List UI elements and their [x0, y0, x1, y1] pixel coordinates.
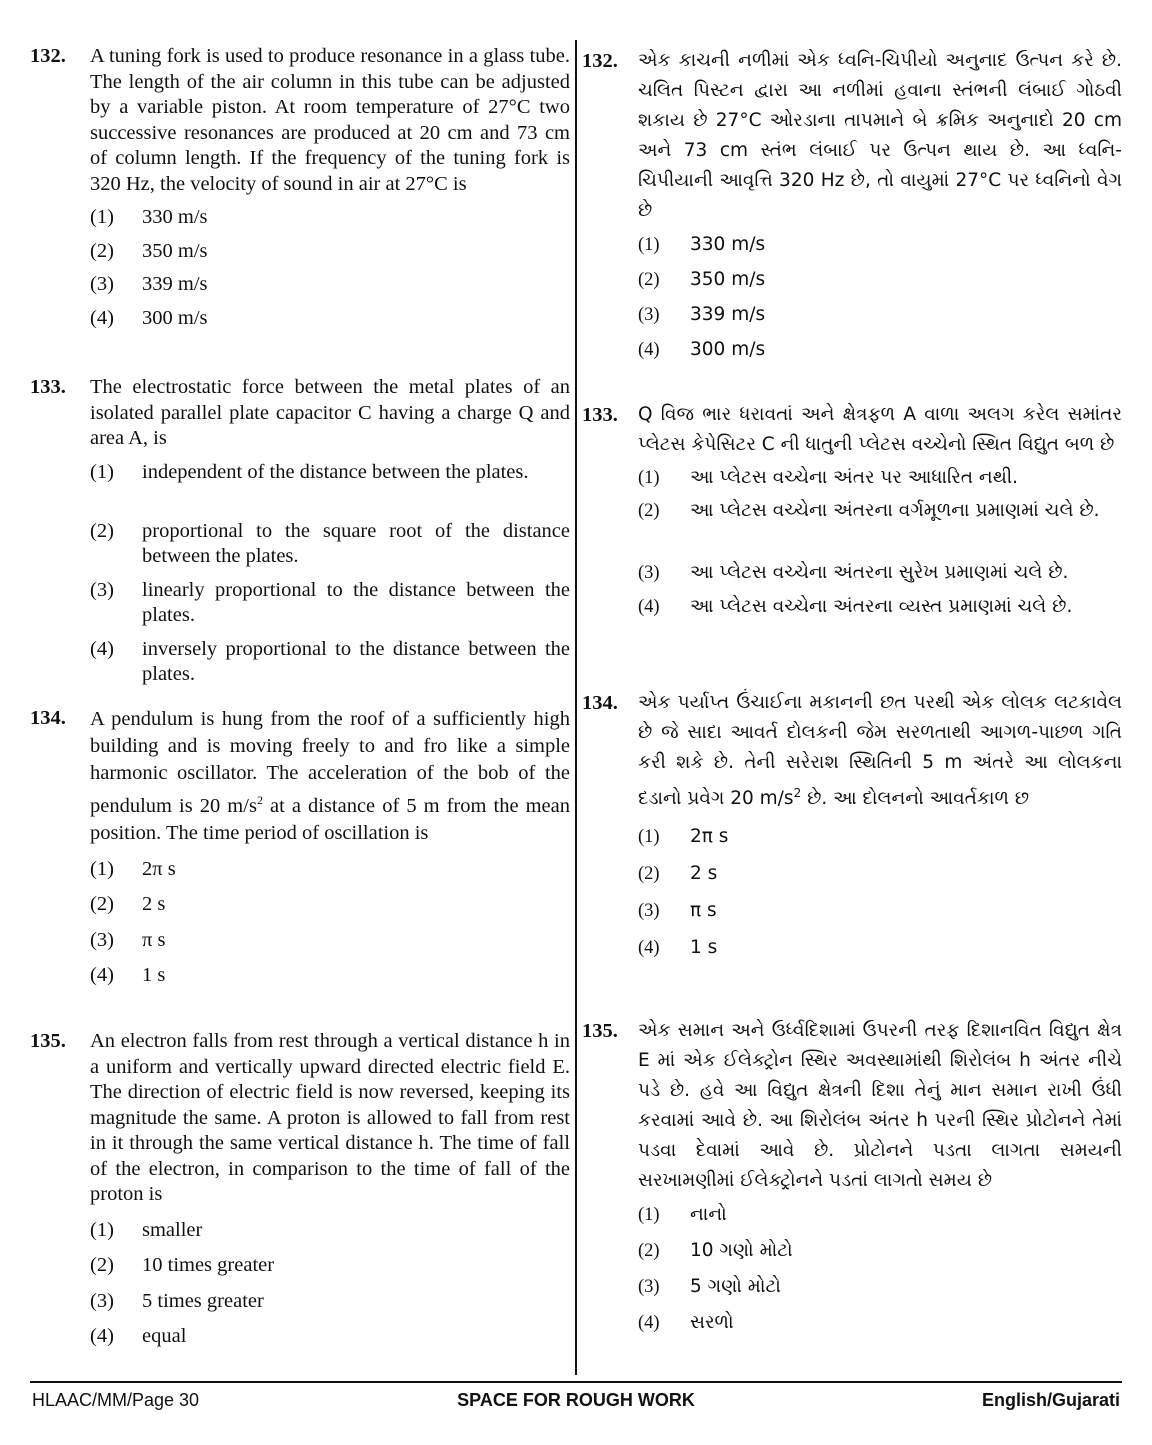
option-number: (3) [638, 305, 660, 325]
page-code: HLAAC/MM/Page 30 [32, 1390, 200, 1410]
option-3[interactable] [638, 896, 1122, 933]
option-text: નાનો [690, 1204, 727, 1225]
question-132-en [30, 44, 570, 339]
option-3[interactable] [638, 558, 1122, 592]
option-number: (4) [638, 1313, 660, 1333]
option-number: (3) [90, 578, 114, 601]
option-text: 300 m/s [690, 339, 766, 360]
option-text: linearly proportional to the distance between the plates. [142, 578, 570, 626]
option-2[interactable] [638, 265, 1122, 300]
option-1[interactable] [638, 822, 1122, 859]
option-text: 1 s [690, 937, 718, 959]
option-3[interactable] [90, 1289, 570, 1325]
question-number: 134. [30, 707, 66, 729]
option-text: 300 m/s [142, 306, 208, 329]
question-text [638, 688, 1122, 814]
option-number: (3) [90, 1289, 114, 1312]
question-number: 134. [582, 692, 618, 714]
option-text: 2 s [142, 893, 166, 916]
question-135-gu [582, 1016, 1122, 1344]
option-text: proportional to the square root of the distance between the plates. [142, 519, 570, 567]
option-4[interactable] [90, 1324, 570, 1360]
option-2[interactable] [90, 1253, 570, 1289]
question-text [90, 706, 570, 847]
question-text-part: A pendulum is hung from the roof of a sufficiently high building and is moving freely to and fro like a simple harmonic oscillator. The acceleration of the bob of the pendulum is 20 m/s [90, 708, 570, 817]
option-2[interactable] [90, 892, 570, 928]
option-4[interactable] [638, 592, 1122, 626]
column-divider [575, 40, 577, 1375]
question-number: 132. [582, 50, 618, 72]
option-text: 2 s [690, 863, 718, 885]
option-number: (1) [90, 857, 114, 880]
option-4[interactable] [638, 335, 1122, 370]
option-1[interactable] [638, 230, 1122, 265]
language-label: English/Gujarati [981, 1390, 1120, 1410]
option-number: (4) [638, 597, 660, 617]
option-number: (3) [638, 563, 660, 583]
option-text: 2π s [142, 857, 176, 880]
option-4[interactable] [90, 306, 570, 340]
option-text: 350 m/s [142, 239, 208, 262]
question-number: 132. [30, 45, 66, 67]
question-text: Q વિજ ભાર ધરાવતાં અને ક્ષેત્રફળ A વાળા અલગ કરેલ સમાંતર પ્લેટસ કેપેસિટર C ની ધાતુની પ્લેટસ વચ્ચેનો સ્થિત વિદ્યુત બળ છે [638, 404, 1122, 455]
superscript: 2 [256, 793, 263, 807]
option-number: (4) [90, 306, 114, 329]
option-text: 5 ગણો મોટો [690, 1276, 781, 1297]
option-number: (4) [638, 340, 660, 360]
option-number: (2) [638, 1241, 660, 1261]
option-text: સરળો [690, 1312, 734, 1333]
option-number: (1) [90, 206, 114, 228]
option-number: (2) [90, 239, 114, 262]
option-text: π s [142, 928, 166, 951]
option-number: (1) [90, 460, 114, 483]
option-number: (1) [90, 1218, 114, 1241]
option-3[interactable] [638, 300, 1122, 335]
option-number: (1) [638, 468, 660, 488]
rough-work-label: SPACE FOR ROUGH WORK [457, 1390, 695, 1410]
question-133-gu [582, 400, 1122, 626]
option-text: independent of the distance between the plates. [142, 460, 529, 483]
question-133-en [30, 375, 570, 696]
option-text: આ પ્લેટસ વચ્ચેના અંતરના સુરેખ પ્રમાણમાં ચલે છે. [690, 562, 1069, 583]
question-135-en [30, 1029, 570, 1360]
option-text: 10 ગણો મોટો [690, 1240, 793, 1261]
option-1[interactable] [90, 460, 570, 519]
option-number: (3) [638, 1277, 660, 1297]
option-text: π s [690, 900, 717, 922]
question-text: An electron falls from rest through a vertical distance h in a uniform and vertically upward directed electric field E. The direction of electric field is now reversed, keeping its magnitude the same. A proton is allowed to fall from rest in it through the same vertical distance h. The time of fall of the electron, in comparison to the time of fall of the proton is [90, 1030, 570, 1205]
option-number: (1) [638, 827, 660, 848]
option-1[interactable] [90, 857, 570, 893]
option-number: (2) [90, 1254, 114, 1276]
option-number: (3) [638, 901, 660, 922]
question-text: એક કાચની નળીમાં એક ધ્વનિ-ચિપીયો અનુનાદ ઉત્પન કરે છે. ચલિત પિસ્ટન દ્વારા આ નળીમાં હવાના સ્તંભની લંબાઈ ગોઠવી શકાય છે 27°C ઓરડાના તાપમાને બે ક્રમિક અનુનાદો 20 cm અને 73 cm સ્તંભ લંબાઈ પર ઉત્પન થાય છે. આ ધ્વનિ-ચિપીયાની આવૃત્તિ 320 Hz છે, તો વાયુમાં 27°C પર ધ્વનિનો વેગ છે [638, 50, 1122, 221]
question-134-gu [582, 688, 1122, 970]
option-text: 330 m/s [142, 206, 208, 228]
option-3[interactable] [638, 1272, 1122, 1308]
option-4[interactable] [90, 963, 570, 999]
option-number: (2) [638, 270, 660, 290]
option-1[interactable] [638, 1200, 1122, 1236]
option-text: equal [142, 1325, 187, 1347]
footer-rule [30, 1381, 1122, 1383]
option-number: (4) [638, 938, 660, 959]
option-2[interactable] [90, 519, 570, 578]
option-number: (2) [638, 501, 660, 521]
option-text: 350 m/s [690, 269, 766, 290]
question-text-part: છે. આ દોલનનો આવર્તકાળ છ [801, 788, 1030, 810]
option-text: inversely proportional to the distance between the plates. [142, 637, 570, 685]
option-text: 5 times greater [142, 1289, 264, 1312]
option-text: 339 m/s [142, 273, 208, 295]
option-text: 1 s [142, 964, 166, 987]
option-number: (1) [638, 235, 660, 255]
option-text: આ પ્લેટસ વચ્ચેના અંતરના વર્ગમૂળના પ્રમાણમાં ચલે છે. [690, 500, 1100, 521]
question-number: 133. [582, 404, 618, 426]
option-4[interactable] [638, 1308, 1122, 1344]
option-1[interactable] [90, 205, 570, 239]
option-number: (2) [90, 519, 114, 542]
option-2[interactable] [638, 859, 1122, 896]
option-number: (1) [638, 1205, 660, 1225]
option-2[interactable] [638, 492, 1122, 558]
question-text: A tuning fork is used to produce resonance in a glass tube. The length of the air column in this tube can be adjusted by a variable piston. At room temperature of 27°C two successive resonances are produced at 20 cm and 73 cm of column length. If the frequency of the tuning fork is 320 Hz, the velocity of sound in air at 27°C is [90, 45, 570, 195]
option-2[interactable] [90, 239, 570, 273]
option-number: (3) [90, 928, 114, 951]
option-text: આ પ્લેટસ વચ્ચેના અંતર પર આધારિત નથી. [690, 467, 1019, 488]
option-number: (4) [90, 637, 114, 660]
option-text: 330 m/s [690, 234, 766, 255]
option-3[interactable] [90, 272, 570, 306]
option-1[interactable] [638, 464, 1122, 492]
option-text: 10 times greater [142, 1254, 275, 1276]
option-number: (4) [90, 964, 114, 987]
option-3[interactable] [90, 578, 570, 637]
option-text: smaller [142, 1218, 203, 1241]
question-text-part: at a distance of 5 m from the mean position. The time period of oscillation is [90, 794, 570, 844]
option-number: (2) [90, 893, 114, 916]
question-132-gu [582, 46, 1122, 370]
option-2[interactable] [638, 1236, 1122, 1272]
superscript: 2 [793, 786, 802, 800]
option-text: 2π s [690, 826, 729, 848]
option-1[interactable] [90, 1218, 570, 1254]
option-4[interactable] [90, 637, 570, 696]
question-number: 133. [30, 376, 66, 398]
option-number: (2) [638, 864, 660, 885]
option-3[interactable] [90, 928, 570, 964]
question-text: The electrostatic force between the metal plates of an isolated parallel plate capacitor C having a charge Q and area A, is [90, 376, 570, 449]
question-text: એક સમાન અને ઉર્ધ્વદિશામાં ઉપરની તરફ દિશાનવિત વિદ્યુત ક્ષેત્ર E માં એક ઈલેક્ટ્રોન સ્થિર અવસ્થામાંથી શિરોલંબ h અંતર નીચે પડે છે. હવે આ વિદ્યુત ક્ષેત્રની દિશા તેનું માન સમાન રાખી ઉંધી કરવામાં આવે છે. આ શિરોલંબ અંતર h પરની સ્થિર પ્રોટોનને તેમાં પડવા દેવામાં આવે છે. પ્રોટોનને પડતા લાગતા સમયની સરખામણીમાં ઈલેક્ટ્રોનને પડતાં લાગતો સમય છે [638, 1020, 1122, 1191]
question-number: 135. [30, 1030, 66, 1052]
question-134-en [30, 706, 570, 999]
option-number: (4) [90, 1325, 114, 1347]
option-text: આ પ્લેટસ વચ્ચેના અંતરના વ્યસ્ત પ્રમાણમાં ચલે છે. [690, 596, 1073, 617]
option-text: 339 m/s [690, 304, 766, 325]
question-text-part: એક પર્યાપ્ત ઉંચાઈના મકાનની છત પરથી એક લોલક લટકાવેલ છે જે સાદા આવર્ત દોલકની જેમ સરળતાથી આગળ-પાછળ ગતિ કરી શકે છે. તેની સરેરાશ સ્થિતિની 5 m અંતરે આ લોલકના દડાનો પ્રવેગ 20 m/s [638, 692, 1122, 810]
option-4[interactable] [638, 933, 1122, 970]
question-number: 135. [582, 1020, 618, 1042]
option-number: (3) [90, 273, 114, 295]
